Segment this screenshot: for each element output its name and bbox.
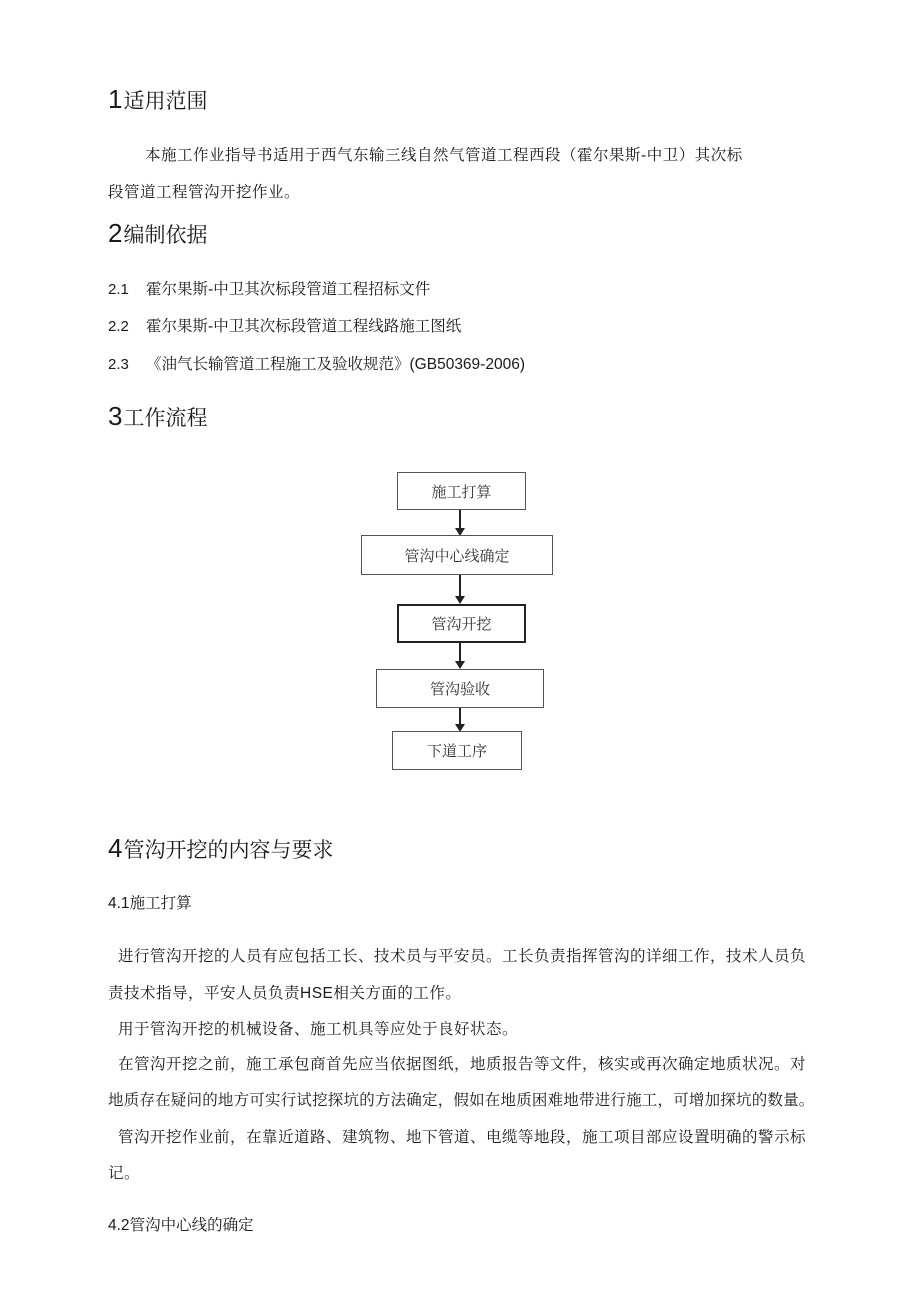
- section-title: 工作流程: [123, 406, 208, 430]
- section-title: 管沟开挖的内容与要求: [123, 838, 334, 862]
- section-number: 2: [108, 218, 123, 248]
- text-run: 相关方面的工作。: [333, 984, 462, 1002]
- reference-item: [108, 314, 461, 336]
- paragraph-staffing-line-2: [108, 981, 461, 1003]
- subsection-number: 4.2: [108, 1217, 130, 1234]
- flow-step: 管沟开挖: [397, 604, 526, 643]
- subsection-4-2-heading: [108, 1213, 254, 1235]
- flow-step: 施工打算: [397, 472, 526, 510]
- reference-number: 2.1: [108, 281, 129, 298]
- section-1-para-line-2: 段管道工程管沟开挖作业。: [108, 183, 301, 201]
- reference-item: [108, 277, 430, 299]
- section-number: 1: [108, 84, 123, 114]
- reference-text: 霍尔果斯-中卫其次标段管道工程线路施工图纸: [146, 317, 462, 335]
- flow-arrow: [459, 643, 461, 663]
- section-number: 4: [108, 833, 123, 863]
- flow-step: 管沟中心线确定: [361, 535, 553, 575]
- arrow-head-icon: [455, 661, 465, 669]
- reference-text: 霍尔果斯-中卫其次标段管道工程招标文件: [146, 280, 431, 298]
- reference-text: 《油气长输管道工程施工及验收规范》: [146, 355, 410, 373]
- section-title: 编制依据: [123, 223, 208, 247]
- subsection-4-1-heading: [108, 891, 192, 913]
- flow-step: 管沟验收: [376, 669, 544, 708]
- paragraph-staffing-line-1: 进行管沟开挖的人员有应包括工长、技术员与平安员。工长负责指挥管沟的详细工作，技术人员负: [118, 947, 807, 965]
- reference-code: (GB50369-2006): [409, 356, 525, 373]
- reference-number: 2.2: [108, 318, 129, 335]
- paragraph-geology-line-1: 在管沟开挖之前，施工承包商首先应当依据图纸，地质报告等文件，核实或再次确定地质状况。对: [118, 1055, 807, 1073]
- flow-step: 下道工序: [392, 731, 522, 770]
- paragraph-equipment: 用于管沟开挖的机械设备、施工机具等应处于良好状态。: [118, 1020, 519, 1038]
- flow-arrow: [459, 575, 461, 598]
- subsection-number: 4.1: [108, 895, 130, 912]
- section-number: 3: [108, 401, 123, 431]
- arrow-head-icon: [455, 596, 465, 604]
- flow-arrow: [459, 510, 461, 530]
- paragraph-geology-line-2: 地质存在疑问的地方可实行试挖探坑的方法确定，假如在地质困难地带进行施工，可增加探坑的数量。: [108, 1091, 815, 1109]
- subsection-title: 管沟中心线的确定: [129, 1216, 254, 1234]
- paragraph-warning-line-1: 管沟开挖作业前，在靠近道路、建筑物、地下管道、电缆等地段，施工项目部应设置明确的警示标: [118, 1128, 807, 1146]
- hse-term: HSE: [300, 985, 334, 1002]
- paragraph-warning-line-2: 记。: [108, 1164, 141, 1182]
- section-1-para-line-1: 本施工作业指导书适用于西气东输三线自然气管道工程西段（霍尔果斯-中卫）其次标: [145, 146, 743, 164]
- section-4-heading: [108, 833, 333, 864]
- subsection-title: 施工打算: [129, 894, 192, 912]
- section-3-heading: [108, 401, 207, 432]
- section-title: 适用范围: [123, 89, 208, 113]
- section-2-heading: [108, 218, 207, 249]
- text-run: 责技术指导，平安人员负责: [108, 984, 301, 1002]
- section-1-heading: [108, 84, 207, 115]
- reference-item: [108, 352, 525, 374]
- reference-number: 2.3: [108, 356, 129, 373]
